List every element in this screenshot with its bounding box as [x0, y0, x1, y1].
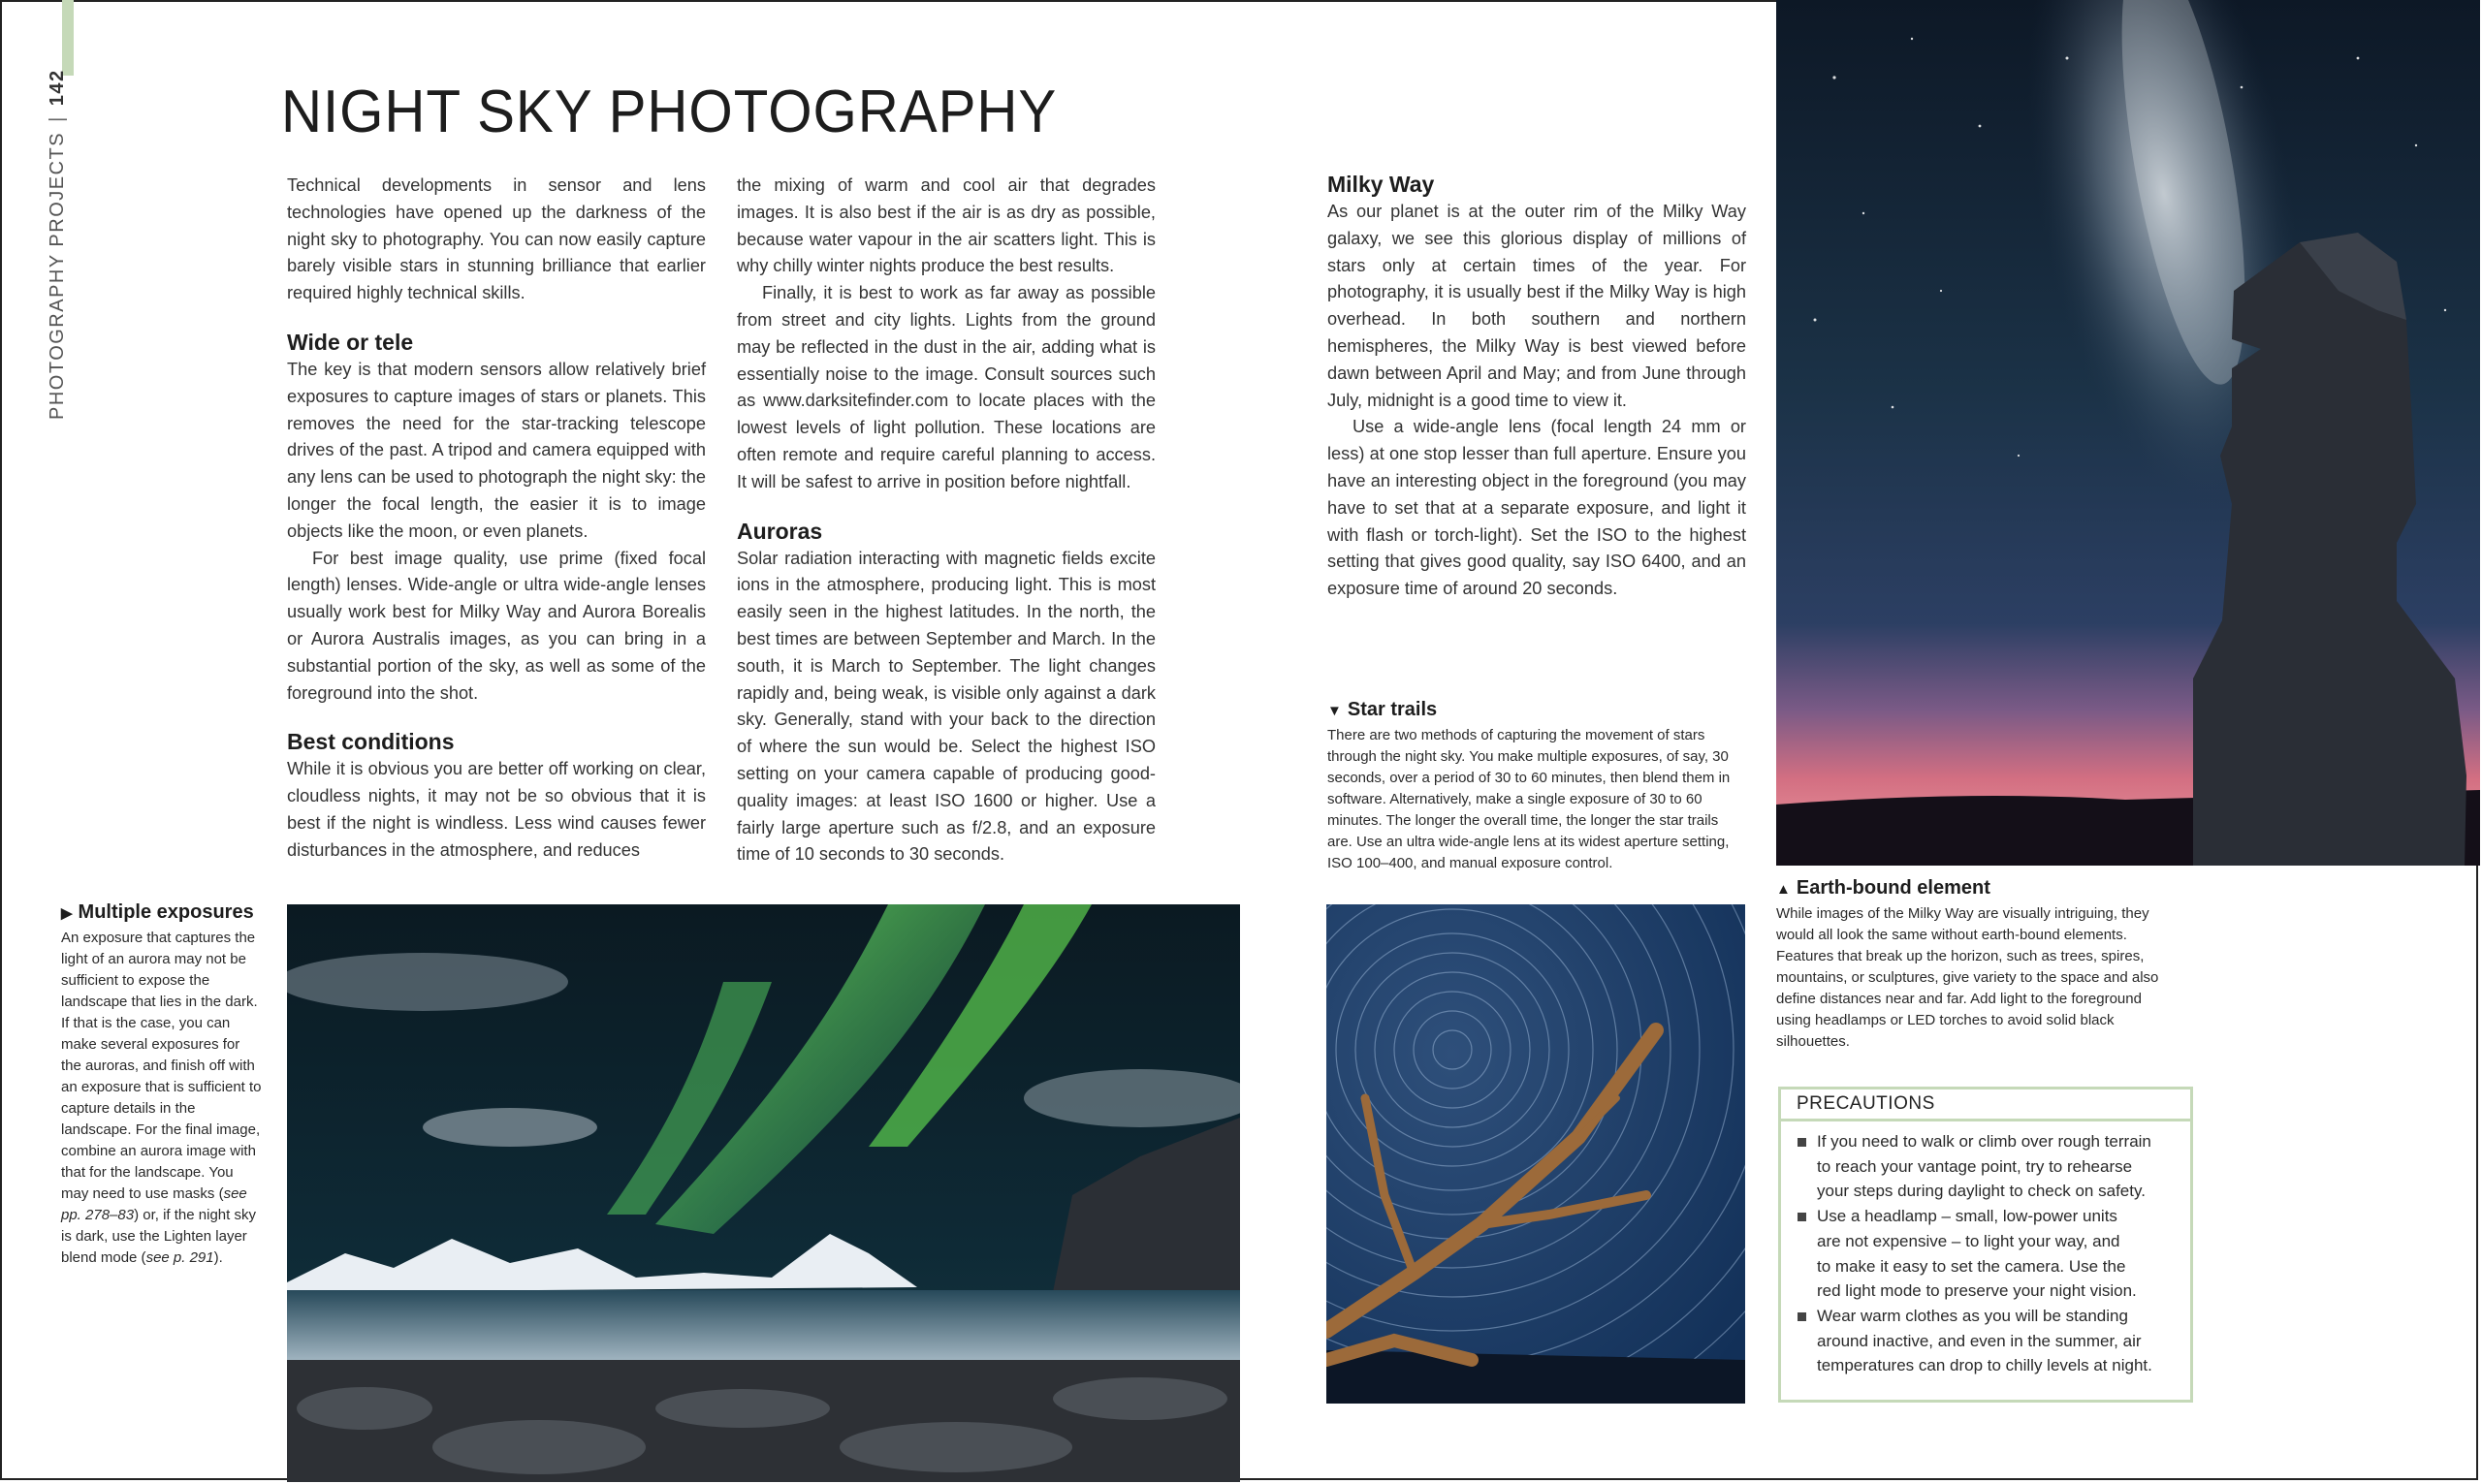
body-paragraph: The key is that modern sensors allow relatively brief exposures to capture images of stars or planets. This removes the need for the star-tracking telescope drives of the past. A tripod and camera equipped with any lens can be used to photograph the night sky: the longer the focal length, the easier it is to image objects like the moon, or even planets.: [287, 359, 706, 541]
page-reference: see p. 291: [145, 1249, 214, 1266]
section-heading-wide-or-tele: Wide or tele: [287, 329, 414, 355]
caption-text: While images of the Milky Way are visually intriguing, they would all look the same without earth-bound elements. Features that break up the horizon, such as trees, spires, mountains, or sculptures, give variety to the space and also define distances near and far. Add light to the foreground using headlamps or LED torches to avoid solid black silhouettes.: [1776, 905, 2159, 1050]
body-paragraph: As our planet is at the outer rim of the Milky Way galaxy, we see this glorious display of millions of stars only at certain times of the year. For photography, it is usually best if the Milky Way is high overhead. In both southern and northern hemispheres, the Milky Way is best viewed before dawn between April and May; and from June through July, midnight is a good time to view it.: [1327, 202, 1746, 410]
text-column-2: [737, 173, 1156, 868]
up-triangle-icon: ▲: [1776, 881, 1791, 898]
page-title: NIGHT SKY PHOTOGRAPHY: [281, 79, 1058, 145]
list-item-line: your steps during daylight to check on safety.: [1817, 1182, 2146, 1201]
list-item: [1798, 1204, 2175, 1304]
list-item-line: red light mode to preserve your night vision.: [1817, 1281, 2137, 1301]
caption-heading: Multiple exposures: [78, 901, 254, 923]
body-paragraph: Use a wide-angle lens (focal length 24 mm or less) at one stop lesser than full aperture. Ensure you have an interesting object in the foreground (you may have to set that at a separate exposure, and light it with flash or torch-light). Set the ISO to the highest setting that gives good quality, say ISO 6400, and an exposure time of around 20 seconds.: [1327, 417, 1746, 599]
list-item-line: to reach your vantage point, try to rehearse: [1817, 1156, 2133, 1176]
body-paragraph: For best image quality, use prime (fixed focal length) lenses. Wide-angle or ultra wide-angle lenses usually work best for Milky Way and Aurora Borealis or Aurora Australis images, as you can bring in a substantial portion of the sky, as well as some of the foreground into the shot.: [287, 548, 706, 703]
down-triangle-icon: ▼: [1327, 703, 1342, 719]
page-number: 142: [47, 69, 68, 107]
text-column-1: [287, 173, 706, 865]
section-heading-best-conditions: Best conditions: [287, 729, 455, 755]
list-item: [1798, 1129, 2175, 1204]
list-item-line: Wear warm clothes as you will be standing: [1817, 1306, 2128, 1325]
caption-heading: Star trails: [1347, 699, 1438, 720]
text-column-3: [1327, 171, 1746, 603]
precautions-list: [1781, 1121, 2190, 1378]
list-item-line: are not expensive – to light your way, and: [1817, 1231, 2120, 1250]
list-item-line: around inactive, and even in the summer, air: [1817, 1331, 2142, 1350]
caption-text-part: ) or, if the night sky is dark, use the Lighten layer blend mode (: [61, 1207, 256, 1266]
star-trails-photo: [1326, 904, 1745, 1404]
intro-paragraph: Technical developments in sensor and lens technologies have opened up the darkness of the night sky to photography. You can now easily capture barely visible stars in stunning brilliance that earlier required highly technical skills.: [287, 175, 706, 303]
running-head-separator: |: [47, 115, 68, 122]
milky-way-moai-photo: [1776, 0, 2480, 866]
caption-multiple-exposures: [61, 900, 263, 1269]
list-item-line: to make it easy to set the camera. Use the: [1817, 1256, 2126, 1276]
body-paragraph: Finally, it is best to work as far away as possible from street and city lights. Lights from the ground may be reflected in the dust in the air, adding what is essentially noise to the image. Consult sources such as www.darksitefinder.com to locate places with the lowest levels of light pollution. These locations are often remote and require careful planning to access. It will be safest to arrive in position before nightfall.: [737, 283, 1156, 491]
caption-earth-bound-element: [1776, 875, 2164, 1053]
right-triangle-icon: ▶: [61, 905, 73, 922]
caption-star-trails: [1327, 697, 1746, 874]
caption-text: There are two methods of capturing the movement of stars through the night sky. You make multiple exposures, of say, 30 seconds, over a period of 30 to 60 minutes, then blend them in software. Alternatively, make a single exposure of 30 to 60 minutes. The longer the overall time, the longer the star trails are. Use an ultra wide-angle lens at its widest aperture setting, ISO 100–400, and manual exposure control.: [1327, 727, 1731, 871]
section-name: PHOTOGRAPHY PROJECTS: [47, 131, 68, 420]
caption-text-part: An exposure that captures the light of an aurora may not be sufficient to expose the landscape that lies in the dark. If that is the case, you can make several exposures for the auroras, and finish off with an exposure that is sufficient to capture details in the landscape. For the final image, combine an aurora image with that for the landscape. You may need to use masks (: [61, 930, 262, 1202]
list-item-line: temperatures can drop to chilly levels at night.: [1817, 1356, 2152, 1375]
running-head: [47, 69, 85, 425]
list-item: [1798, 1304, 2175, 1378]
section-heading-milky-way: Milky Way: [1327, 172, 1435, 197]
body-paragraph: While it is obvious you are better off working on clear, cloudless nights, it may not be so obvious that it is best if the night is windless. Less wind causes fewer disturbances in the atmosphere, and reduces: [287, 759, 706, 860]
body-paragraph: the mixing of warm and cool air that degrades images. It is also best if the air is as dry as possible, because water vapour in the air scatters light. This is why chilly winter nights produce the best results.: [737, 175, 1156, 276]
caption-text-part: ).: [213, 1249, 223, 1266]
aurora-landscape-photo: [287, 904, 1240, 1482]
precautions-heading: PRECAUTIONS: [1781, 1089, 2190, 1121]
caption-heading: Earth-bound element: [1796, 877, 1990, 899]
caption-text: [61, 928, 263, 1269]
body-paragraph: Solar radiation interacting with magnetic fields excite ions in the atmosphere, producing light. This is most easily seen in the highest latitudes. In the north, the best times are between September and March. In the south, it is March to September. The light changes rapidly and, being weak, is visible only against a dark sky. Generally, stand with your back to the direction of where the sun would be. Select the highest ISO setting on your camera capable of producing good-quality images: at least ISO 1600 or higher. Use a fairly large aperture such as f/2.8, and an exposure time of 10 seconds to 30 seconds.: [737, 548, 1156, 865]
list-item-line: Use a headlamp – small, low-power units: [1817, 1207, 2117, 1226]
section-tab-bar: [62, 0, 74, 76]
section-heading-auroras: Auroras: [737, 518, 823, 544]
list-item-line: If you need to walk or climb over rough terrain: [1817, 1132, 2151, 1151]
precautions-box: [1778, 1087, 2193, 1403]
page-reference: see pp. 278–83: [61, 1185, 247, 1223]
